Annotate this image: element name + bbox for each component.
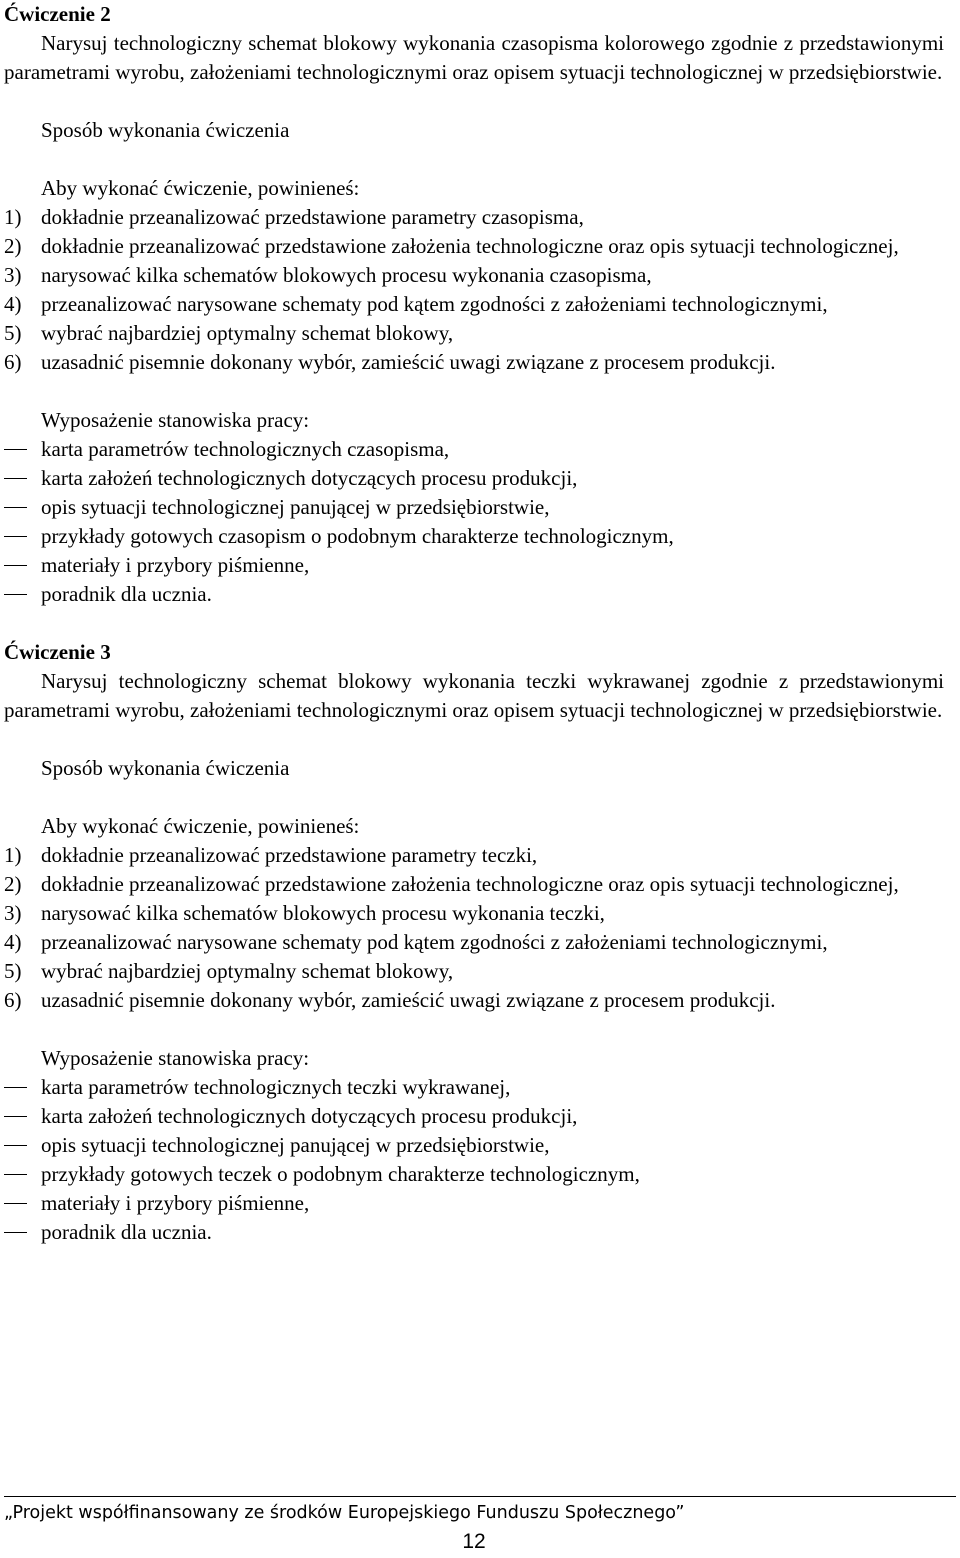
list-item (4, 493, 944, 522)
step-text: uzasadnić pisemnie dokonany wybór, zamieścić uwagi związane z procesem produkcji. (41, 350, 776, 374)
step-number: 6) (4, 988, 22, 1012)
equipment-text: karta założeń technologicznych dotyczących procesu produkcji, (41, 466, 578, 490)
list-item (4, 1073, 944, 1102)
exercise-3-equipment-heading: Wyposażenie stanowiska pracy: (41, 1046, 310, 1070)
exercise-2-intro: Narysuj technologiczny schemat blokowy wykonania czasopisma kolorowego zgodnie z przedstawionymi parametrami wyrobu, założeniami technologicznymi oraz opisem sytuacji technologicznej w przedsiębiorstwie. (4, 31, 944, 84)
page-number: 12 (462, 1530, 486, 1553)
dash-bullet (4, 435, 41, 464)
list-item (4, 261, 944, 290)
list-item (4, 1160, 944, 1189)
dash-bullet (4, 1102, 41, 1131)
footer-divider (4, 1496, 956, 1497)
step-text: wybrać najbardziej optymalny schemat blokowy, (41, 959, 454, 983)
step-text: uzasadnić pisemnie dokonany wybór, zamieścić uwagi związane z procesem produkcji. (41, 988, 776, 1012)
step-text: dokładnie przeanalizować przedstawione parametry czasopisma, (41, 205, 584, 229)
equipment-text: karta parametrów technologicznych czasopisma, (41, 437, 450, 461)
list-item (4, 1189, 944, 1218)
exercise-2-equipment-heading: Wyposażenie stanowiska pracy: (41, 408, 310, 432)
dash-bullet (4, 551, 41, 580)
dash-bullet (4, 522, 41, 551)
step-text: przeanalizować narysowane schematy pod kątem zgodności z założeniami technologicznymi, (41, 292, 828, 316)
list-item (4, 870, 944, 899)
list-item (4, 957, 944, 986)
document-page (4, 0, 944, 1247)
list-item (4, 435, 944, 464)
equipment-text: przykłady gotowych czasopism o podobnym charakterze technologicznym, (41, 524, 674, 548)
exercise-3-steps-intro: Aby wykonać ćwiczenie, powinieneś: (41, 814, 360, 838)
exercise-2-equipment-list (4, 435, 944, 609)
dash-bullet (4, 1073, 41, 1102)
list-item (4, 841, 944, 870)
list-item (4, 928, 944, 957)
list-item (4, 1102, 944, 1131)
step-number: 2) (4, 234, 22, 258)
list-item (4, 899, 944, 928)
step-number: 6) (4, 350, 22, 374)
exercise-2 (4, 0, 944, 609)
dash-bullet (4, 464, 41, 493)
list-item (4, 319, 944, 348)
step-number: 1) (4, 205, 22, 229)
step-number: 3) (4, 263, 22, 287)
step-number: 1) (4, 843, 22, 867)
equipment-text: poradnik dla ucznia. (41, 582, 212, 606)
equipment-text: karta założeń technologicznych dotyczących procesu produkcji, (41, 1104, 578, 1128)
list-item (4, 522, 944, 551)
step-text: wybrać najbardziej optymalny schemat blokowy, (41, 321, 454, 345)
dash-bullet (4, 1131, 41, 1160)
equipment-text: karta parametrów technologicznych teczki wykrawanej, (41, 1075, 511, 1099)
step-number: 4) (4, 930, 22, 954)
list-item (4, 290, 944, 319)
equipment-text: poradnik dla ucznia. (41, 1220, 212, 1244)
dash-bullet (4, 1189, 41, 1218)
step-number: 5) (4, 321, 22, 345)
equipment-text: opis sytuacji technologicznej panującej w przedsiębiorstwie, (41, 1133, 550, 1157)
exercise-2-method-heading: Sposób wykonania ćwiczenia (41, 118, 290, 142)
list-item (4, 348, 944, 377)
equipment-text: materiały i przybory piśmienne, (41, 553, 310, 577)
exercise-2-title: Ćwiczenie 2 (4, 2, 111, 26)
step-text: dokładnie przeanalizować przedstawione założenia technologiczne oraz opis sytuacji technologicznej, (41, 872, 899, 896)
step-text: dokładnie przeanalizować przedstawione parametry teczki, (41, 843, 538, 867)
list-item (4, 986, 944, 1015)
step-text: narysować kilka schematów blokowych procesu wykonania czasopisma, (41, 263, 652, 287)
list-item (4, 232, 944, 261)
footer-funding-note: „Projekt współfinansowany ze środków Europejskiego Funduszu Społecznego” (4, 1503, 685, 1523)
exercise-3 (4, 638, 944, 1247)
dash-bullet (4, 1160, 41, 1189)
list-item (4, 580, 944, 609)
dash-bullet (4, 1218, 41, 1247)
dash-bullet (4, 580, 41, 609)
step-number: 4) (4, 292, 22, 316)
step-number: 5) (4, 959, 22, 983)
exercise-3-intro: Narysuj technologiczny schemat blokowy wykonania teczki wykrawanej zgodnie z przedstawionymi parametrami wyrobu, założeniami technologicznymi oraz opisem sytuacji technologicznej w przedsiębiorstwie. (4, 669, 944, 722)
list-item (4, 551, 944, 580)
list-item (4, 1218, 944, 1247)
dash-bullet (4, 493, 41, 522)
step-number: 3) (4, 901, 22, 925)
step-text: narysować kilka schematów blokowych procesu wykonania teczki, (41, 901, 605, 925)
step-text: dokładnie przeanalizować przedstawione założenia technologiczne oraz opis sytuacji technologicznej, (41, 234, 899, 258)
step-number: 2) (4, 872, 22, 896)
exercise-3-steps (4, 841, 944, 1015)
equipment-text: opis sytuacji technologicznej panującej w przedsiębiorstwie, (41, 495, 550, 519)
exercise-2-steps-intro: Aby wykonać ćwiczenie, powinieneś: (41, 176, 360, 200)
list-item (4, 1131, 944, 1160)
list-item (4, 203, 944, 232)
exercise-3-equipment-list (4, 1073, 944, 1247)
exercise-3-title: Ćwiczenie 3 (4, 640, 111, 664)
step-text: przeanalizować narysowane schematy pod kątem zgodności z założeniami technologicznymi, (41, 930, 828, 954)
equipment-text: przykłady gotowych teczek o podobnym charakterze technologicznym, (41, 1162, 640, 1186)
exercise-3-method-heading: Sposób wykonania ćwiczenia (41, 756, 290, 780)
equipment-text: materiały i przybory piśmienne, (41, 1191, 310, 1215)
exercise-2-steps (4, 203, 944, 377)
list-item (4, 464, 944, 493)
